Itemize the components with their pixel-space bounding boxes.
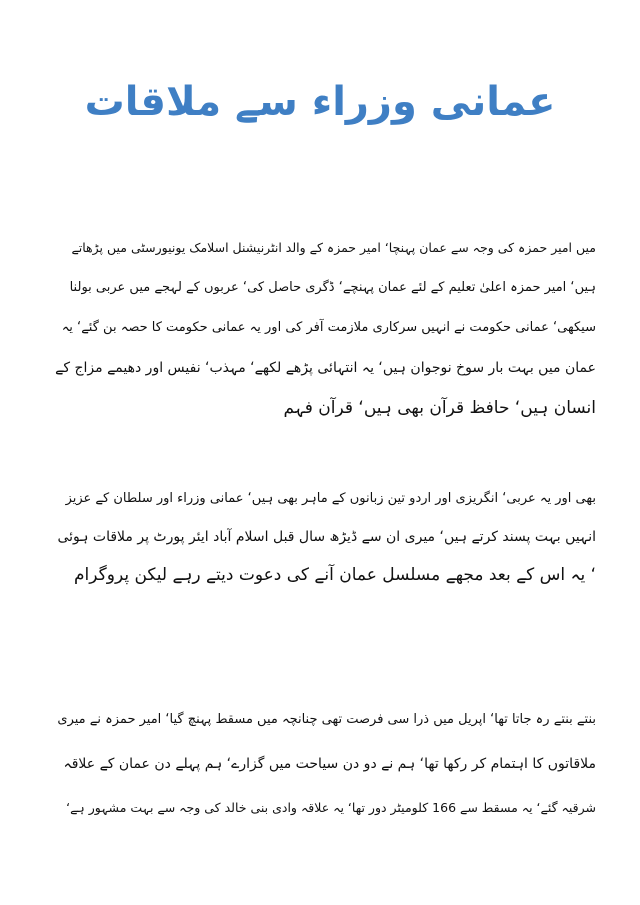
text-line: سیکھی‘ عمانی حکومت نے انہیں سرکاری ملازمت آفر کی اور یہ عمانی حکومت کا حصہ بن گئے‘ یہ [61, 320, 596, 335]
text-line: ملاقاتوں کا اہتمام کر رکھا تھا‘ ہم نے دو دن سیاحت میں گزارے‘ ہم پہلے دن عمان کے علاقہ [63, 756, 596, 772]
text-line: بھی اور یہ عربی‘ انگریزی اور اردو تین زبانوں کے ماہر بھی ہیں‘ عمانی وزراء اور سلطان کے عزیز [65, 491, 596, 506]
text-line: بنتے بنتے رہ جاتا تھا‘ اپریل میں ذرا سی فرصت تھی چنانچہ میں مسقط پہنچ گیا‘ امیر حمزہ نے میری [57, 712, 596, 727]
text-line: عمان میں بہت بار سوخ نوجوان ہیں‘ یہ انتہائی پڑھے لکھے‘ مہذب‘ نفیس اور دھیمے مزاج کے [55, 360, 596, 376]
paragraph-2 [52, 480, 596, 594]
text-line: میں امیر حمزہ کی وجہ سے عمان پہنچا‘ امیر حمزہ کے والد انٹرنیشنل اسلامک یونیورسٹی میں پڑھاتے [71, 240, 596, 255]
text-line: ‘ یہ اس کے بعد مجھے مسلسل عمان آنے کی دعوت دیتے رہے لیکن پروگرام [74, 565, 596, 585]
text-line: ہیں‘ امیر حمزہ اعلیٰ تعلیم کے لئے عمان پہنچے‘ ڈگری حاصل کی‘ عربوں کے لہجے میں عربی بولنا [69, 280, 596, 295]
page-title: عمانی وزراء سے ملاقات [84, 79, 556, 125]
text-line: شرقیہ گئے‘ یہ مسقط سے 166 کلومیٹر دور تھا‘ یہ علاقہ وادی بنی خالد کی وجہ سے بہت مشہور ہے‘ [66, 800, 596, 815]
paragraph-1 [52, 228, 596, 428]
text-line: انہیں بہت پسند کرتے ہیں‘ میری ان سے ڈیڑھ سال قبل اسلام آباد ایئر پورٹ پر ملاقات ہوئی [57, 529, 596, 545]
text-line: انسان ہیں‘ حافظ قرآن بھی ہیں‘ قرآن فہم [283, 398, 596, 418]
paragraph-3 [52, 698, 596, 830]
